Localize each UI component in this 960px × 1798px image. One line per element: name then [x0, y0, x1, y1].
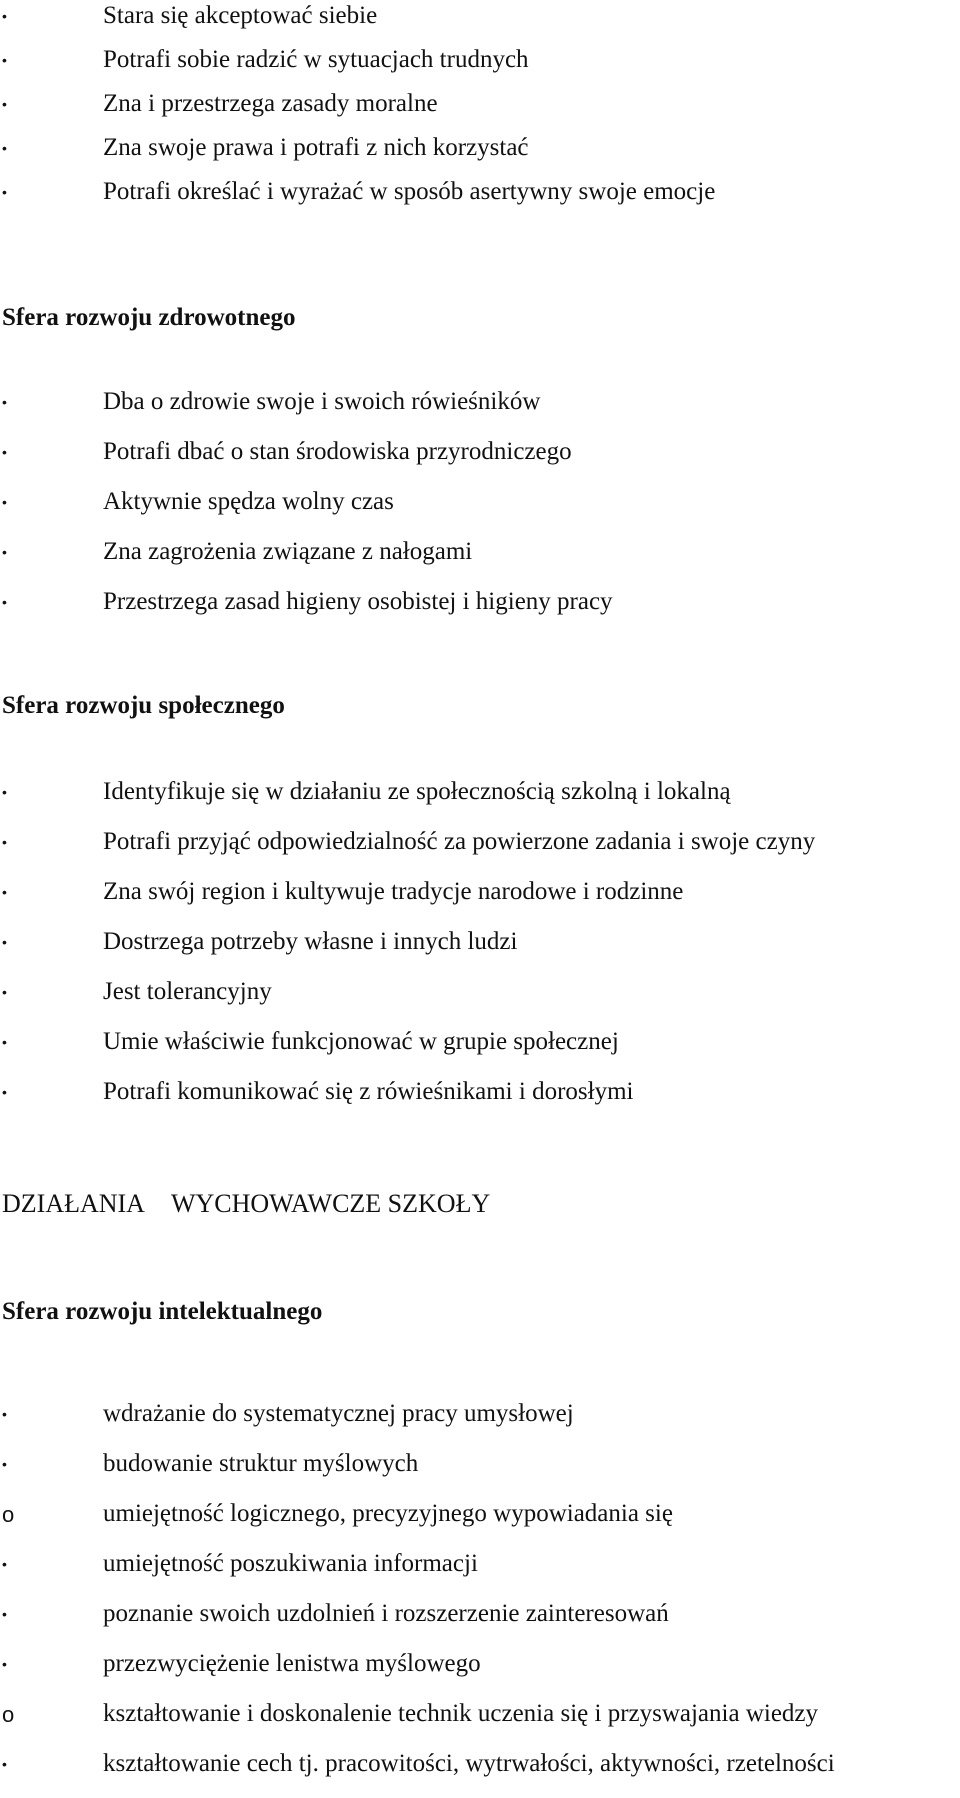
list-item: [0, 976, 960, 1026]
list-item: [0, 1648, 960, 1698]
bullet-dot-icon: •: [2, 96, 7, 112]
bullet-dot-icon: •: [2, 784, 7, 800]
bullet-dot-icon: •: [2, 1756, 7, 1772]
list-item: [0, 1026, 960, 1076]
bullet-dot-icon: •: [2, 984, 7, 1000]
bullet-dot-icon: •: [2, 1034, 7, 1050]
section-heading-health: Sfera rozwoju zdrowotnego: [2, 304, 296, 331]
list-item: [0, 1498, 960, 1548]
main-heading-part1: DZIAŁANIA: [2, 1189, 145, 1218]
bullet-dot-icon: •: [2, 1456, 7, 1472]
list-item: [0, 176, 960, 220]
list-item-text: Stara się akceptować siebie: [103, 2, 378, 29]
list-item-text: Dostrzega potrzeby własne i innych ludzi: [103, 928, 518, 955]
list-item-text: wdrażanie do systematycznej pracy umysłowej: [103, 1400, 574, 1427]
list-item-text: Zna swój region i kultywuje tradycje narodowe i rodzinne: [103, 878, 684, 905]
list-item-text: Dba o zdrowie swoje i swoich rówieśników: [103, 388, 541, 415]
social-list: [0, 776, 960, 1126]
bullet-dot-icon: •: [2, 444, 7, 460]
bullet-dot-icon: •: [2, 934, 7, 950]
list-item-text: Potrafi sobie radzić w sytuacjach trudnych: [103, 46, 529, 73]
list-item-text: poznanie swoich uzdolnień i rozszerzenie zainteresowań: [103, 1600, 669, 1627]
list-item: [0, 1548, 960, 1598]
list-item-text: Umie właściwie funkcjonować w grupie społecznej: [103, 1028, 619, 1055]
list-item-text: umiejętność logicznego, precyzyjnego wypowiadania się: [103, 1500, 673, 1527]
bullet-dot-icon: •: [2, 394, 7, 410]
list-item: [0, 436, 960, 486]
list-item: [0, 536, 960, 586]
bullet-dot-icon: •: [2, 8, 7, 24]
bullet-dot-icon: •: [2, 1084, 7, 1100]
bullet-dot-icon: •: [2, 884, 7, 900]
bullet-dot-icon: •: [2, 1606, 7, 1622]
bullet-dot-icon: •: [2, 140, 7, 156]
list-item-text: kształtowanie i doskonalenie technik uczenia się i przyswajania wiedzy: [103, 1700, 819, 1727]
list-item-text: Identyfikuje się w działaniu ze społecznością szkolną i lokalną: [103, 778, 731, 805]
section-heading-social: Sfera rozwoju społecznego: [2, 692, 285, 719]
list-item: [0, 776, 960, 826]
list-item: [0, 876, 960, 926]
top-list: [0, 0, 960, 220]
list-item-text: Zna swoje prawa i potrafi z nich korzystać: [103, 134, 529, 161]
list-item-text: Potrafi dbać o stan środowiska przyrodniczego: [103, 438, 572, 465]
list-item-text: przezwyciężenie lenistwa myślowego: [103, 1650, 481, 1677]
main-heading-part2: WYCHOWAWCZE SZKOŁY: [170, 1189, 491, 1218]
list-item: [0, 1748, 960, 1798]
list-item-text: Aktywnie spędza wolny czas: [103, 488, 394, 515]
list-item: [0, 826, 960, 876]
list-item-text: budowanie struktur myślowych: [103, 1450, 419, 1477]
bullet-dot-icon: •: [2, 544, 7, 560]
bullet-dot-icon: •: [2, 834, 7, 850]
list-item: [0, 1076, 960, 1126]
list-item: [0, 1448, 960, 1498]
list-item: [0, 1398, 960, 1448]
section-heading-intellectual: Sfera rozwoju intelektualnego: [2, 1298, 323, 1325]
list-item: [0, 486, 960, 536]
bullet-dot-icon: •: [2, 494, 7, 510]
list-item-text: Zna i przestrzega zasady moralne: [103, 90, 438, 117]
list-item-text: Zna zagrożenia związane z nałogami: [103, 538, 473, 565]
list-item: [0, 44, 960, 88]
list-item-text: umiejętność poszukiwania informacji: [103, 1550, 478, 1577]
list-item: [0, 586, 960, 636]
list-item: [0, 88, 960, 132]
list-item-text: Przestrzega zasad higieny osobistej i higieny pracy: [103, 588, 613, 615]
bullet-circle-icon: o: [2, 1502, 15, 1527]
bullet-dot-icon: •: [2, 1406, 7, 1422]
bullet-dot-icon: •: [2, 1656, 7, 1672]
list-item: [0, 0, 960, 44]
list-item: [0, 386, 960, 436]
list-item-text: Potrafi komunikować się z rówieśnikami i dorosłymi: [103, 1078, 634, 1105]
list-item: [0, 132, 960, 176]
list-item: [0, 926, 960, 976]
list-item-text: Potrafi określać i wyrażać w sposób asertywny swoje emocje: [103, 178, 716, 205]
list-item-text: Jest tolerancyjny: [103, 978, 272, 1005]
list-item-text: Potrafi przyjąć odpowiedzialność za powierzone zadania i swoje czyny: [103, 828, 816, 855]
health-list: [0, 386, 960, 636]
bullet-dot-icon: •: [2, 184, 7, 200]
list-item: [0, 1698, 960, 1748]
bullet-dot-icon: •: [2, 594, 7, 610]
bullet-circle-icon: o: [2, 1702, 15, 1727]
main-heading: [2, 1187, 490, 1221]
list-item-text: kształtowanie cech tj. pracowitości, wytrwałości, aktywności, rzetelności: [103, 1750, 835, 1777]
bullet-dot-icon: •: [2, 52, 7, 68]
intellectual-list: [0, 1398, 960, 1798]
list-item: [0, 1598, 960, 1648]
bullet-dot-icon: •: [2, 1556, 7, 1572]
